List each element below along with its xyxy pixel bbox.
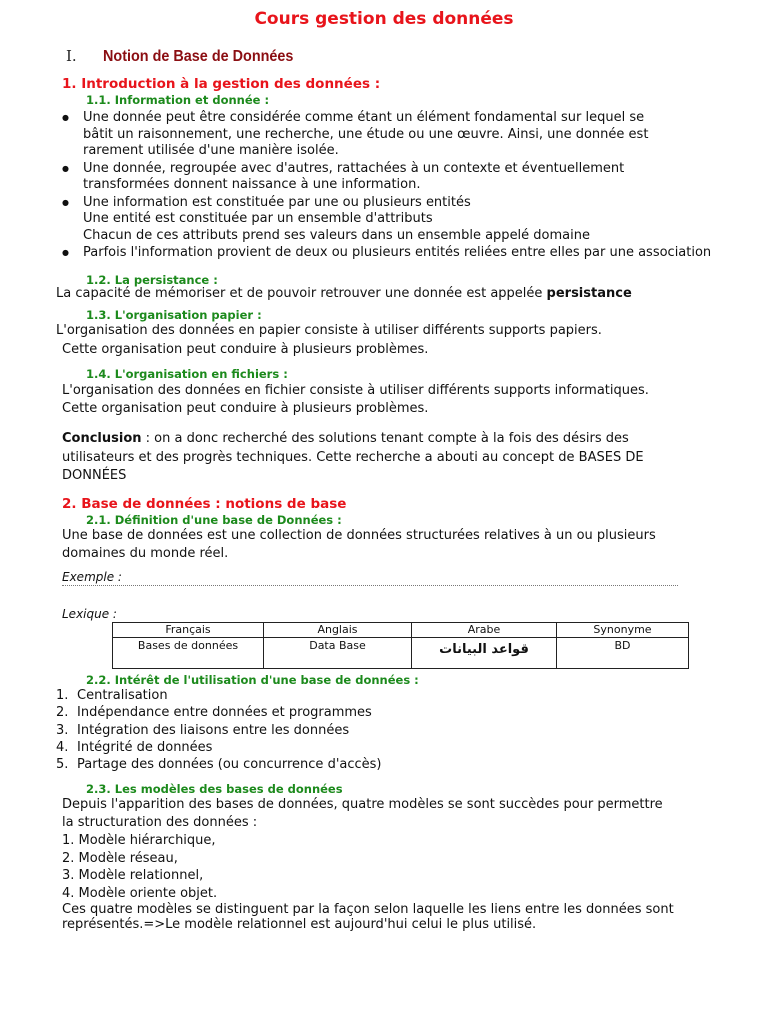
bullet-line: ● Une donnée, regroupée avec d'autres, rattachées à un contexte et éventuellement	[83, 160, 625, 176]
item-text: Partage des données (ou concurrence d'accès)	[77, 757, 382, 773]
section-1-1-heading: 1.1. Information et donnée :	[86, 93, 270, 107]
part-heading	[66, 47, 314, 66]
conclusion-text: : on a donc recherché des solutions tenant compte à la fois des désirs des	[141, 431, 629, 446]
bullet-line: Chacun de ces attributs prend ses valeurs dans un ensemble appelé domaine	[83, 227, 590, 243]
column-header: Synonyme	[557, 623, 689, 638]
list-item	[56, 722, 382, 739]
model-item: 4. Modèle oriente objet.	[62, 886, 218, 901]
bullet-line: rarement utilisée d'une manière isolée.	[83, 143, 339, 158]
section-1-2-heading: 1.2. La persistance :	[86, 273, 218, 287]
bullet-line: ● Une information est constituée par une ou plusieurs entités	[83, 194, 471, 210]
section-1-3-heading: 1.3. L'organisation papier :	[86, 308, 262, 322]
list-item	[62, 245, 762, 262]
item-text: Centralisation	[77, 688, 168, 703]
models-outro-2: représentés.=>Le modèle relationnel est aujourd'hui celui le plus utilisé.	[62, 917, 537, 932]
bullet-line: ● Une donnée peut être considérée comme étant un élément fondamental sur lequel se	[83, 110, 645, 125]
section-1-heading: 1. Introduction à la gestion des données :	[62, 76, 381, 92]
item-text: Intégration des liaisons entre les données	[77, 722, 350, 738]
info-bullet-list	[62, 110, 762, 263]
bullet-line: ● Parfois l'information provient de deux ou plusieurs entités reliées entre elles par une association	[83, 245, 712, 260]
conclusion-line-1	[62, 430, 629, 447]
bullet-line: Une entité est constituée par un ensemble d'attributs	[83, 211, 433, 226]
bullet-line: bâtit un raisonnement, une recherche, une étude ou une œuvre. Ainsi, une donnée est	[83, 126, 649, 142]
models-intro-1: Depuis l'apparition des bases de données, quatre modèles se sont succèdes pour permettre	[62, 797, 663, 812]
files-line-2: Cette organisation peut conduire à plusieurs problèmes.	[62, 401, 429, 416]
table-cell: Bases de données	[113, 638, 264, 669]
files-line-1: L'organisation des données en fichier consiste à utiliser différents supports informatiques.	[62, 383, 649, 398]
definition-line-1: Une base de données est une collection de données structurées relatives à un ou plusieurs	[62, 528, 656, 543]
dotted-divider	[62, 585, 678, 586]
conclusion-label: Conclusion	[62, 431, 142, 446]
persistence-term: persistance	[546, 286, 632, 301]
model-item: 1. Modèle hiérarchique,	[62, 833, 216, 848]
section-2-heading: 2. Base de données : notions de base	[62, 496, 347, 512]
conclusion-line-2: utilisateurs et des progrès techniques. Cette recherche a abouti au concept de BASES DE	[62, 450, 644, 465]
table-cell: Data Base	[264, 638, 412, 669]
section-2-2-heading: 2.2. Intérêt de l'utilisation d'une base de données :	[86, 673, 419, 687]
definition-line-2: domaines du monde réel.	[62, 546, 229, 561]
bullet-line: transformées donnent naissance à une information.	[83, 177, 421, 192]
list-item	[62, 161, 762, 194]
models-intro-2: la structuration des données :	[62, 815, 258, 830]
list-item	[56, 687, 382, 704]
persistence-sentence: La capacité de mémoriser et de pouvoir retrouver une donnée est appelée	[56, 286, 547, 301]
models-outro-1: Ces quatre modèles se distinguent par la façon selon laquelle les liens entre les données sont	[62, 902, 674, 917]
table-cell: BD	[557, 638, 689, 669]
column-header: Anglais	[264, 623, 412, 638]
item-text: Intégrité de données	[77, 739, 213, 755]
paper-line-1: L'organisation des données en papier consiste à utiliser différents supports papiers.	[56, 323, 602, 338]
item-number: 2.	[56, 705, 69, 721]
table-header-row	[113, 623, 689, 638]
list-item	[56, 704, 382, 721]
section-1-4-heading: 1.4. L'organisation en fichiers :	[86, 367, 288, 381]
item-number: 4.	[56, 739, 69, 755]
model-item: 2. Modèle réseau,	[62, 851, 178, 866]
model-item: 3. Modèle relationnel,	[62, 868, 204, 883]
table-row	[113, 638, 689, 669]
example-label: Exemple :	[62, 570, 122, 584]
paper-line-2: Cette organisation peut conduire à plusieurs problèmes.	[62, 342, 429, 357]
list-item	[56, 739, 382, 756]
list-item	[56, 756, 382, 773]
table-cell: قواعد البيانات	[412, 638, 557, 669]
persistence-text	[56, 285, 632, 302]
item-text: Indépendance entre données et programmes	[77, 705, 372, 721]
list-item	[62, 195, 762, 245]
part-label: Notion de Base de Données	[102, 48, 294, 65]
part-number: I.	[66, 47, 77, 65]
item-number: 1.	[56, 688, 69, 703]
lexicon-table	[112, 622, 689, 669]
document-title: Cours gestion des données	[254, 9, 514, 29]
column-header: Français	[113, 623, 264, 638]
item-number: 5.	[56, 757, 69, 773]
benefits-list	[56, 687, 382, 773]
list-item	[62, 110, 762, 160]
section-2-3-heading: 2.3. Les modèles des bases de données	[86, 782, 343, 796]
conclusion-line-3: DONNÉES	[62, 468, 127, 483]
column-header: Arabe	[412, 623, 557, 638]
item-number: 3.	[56, 722, 69, 738]
lexicon-label: Lexique :	[62, 607, 117, 621]
section-2-1-heading: 2.1. Définition d'une base de Données :	[86, 513, 342, 527]
